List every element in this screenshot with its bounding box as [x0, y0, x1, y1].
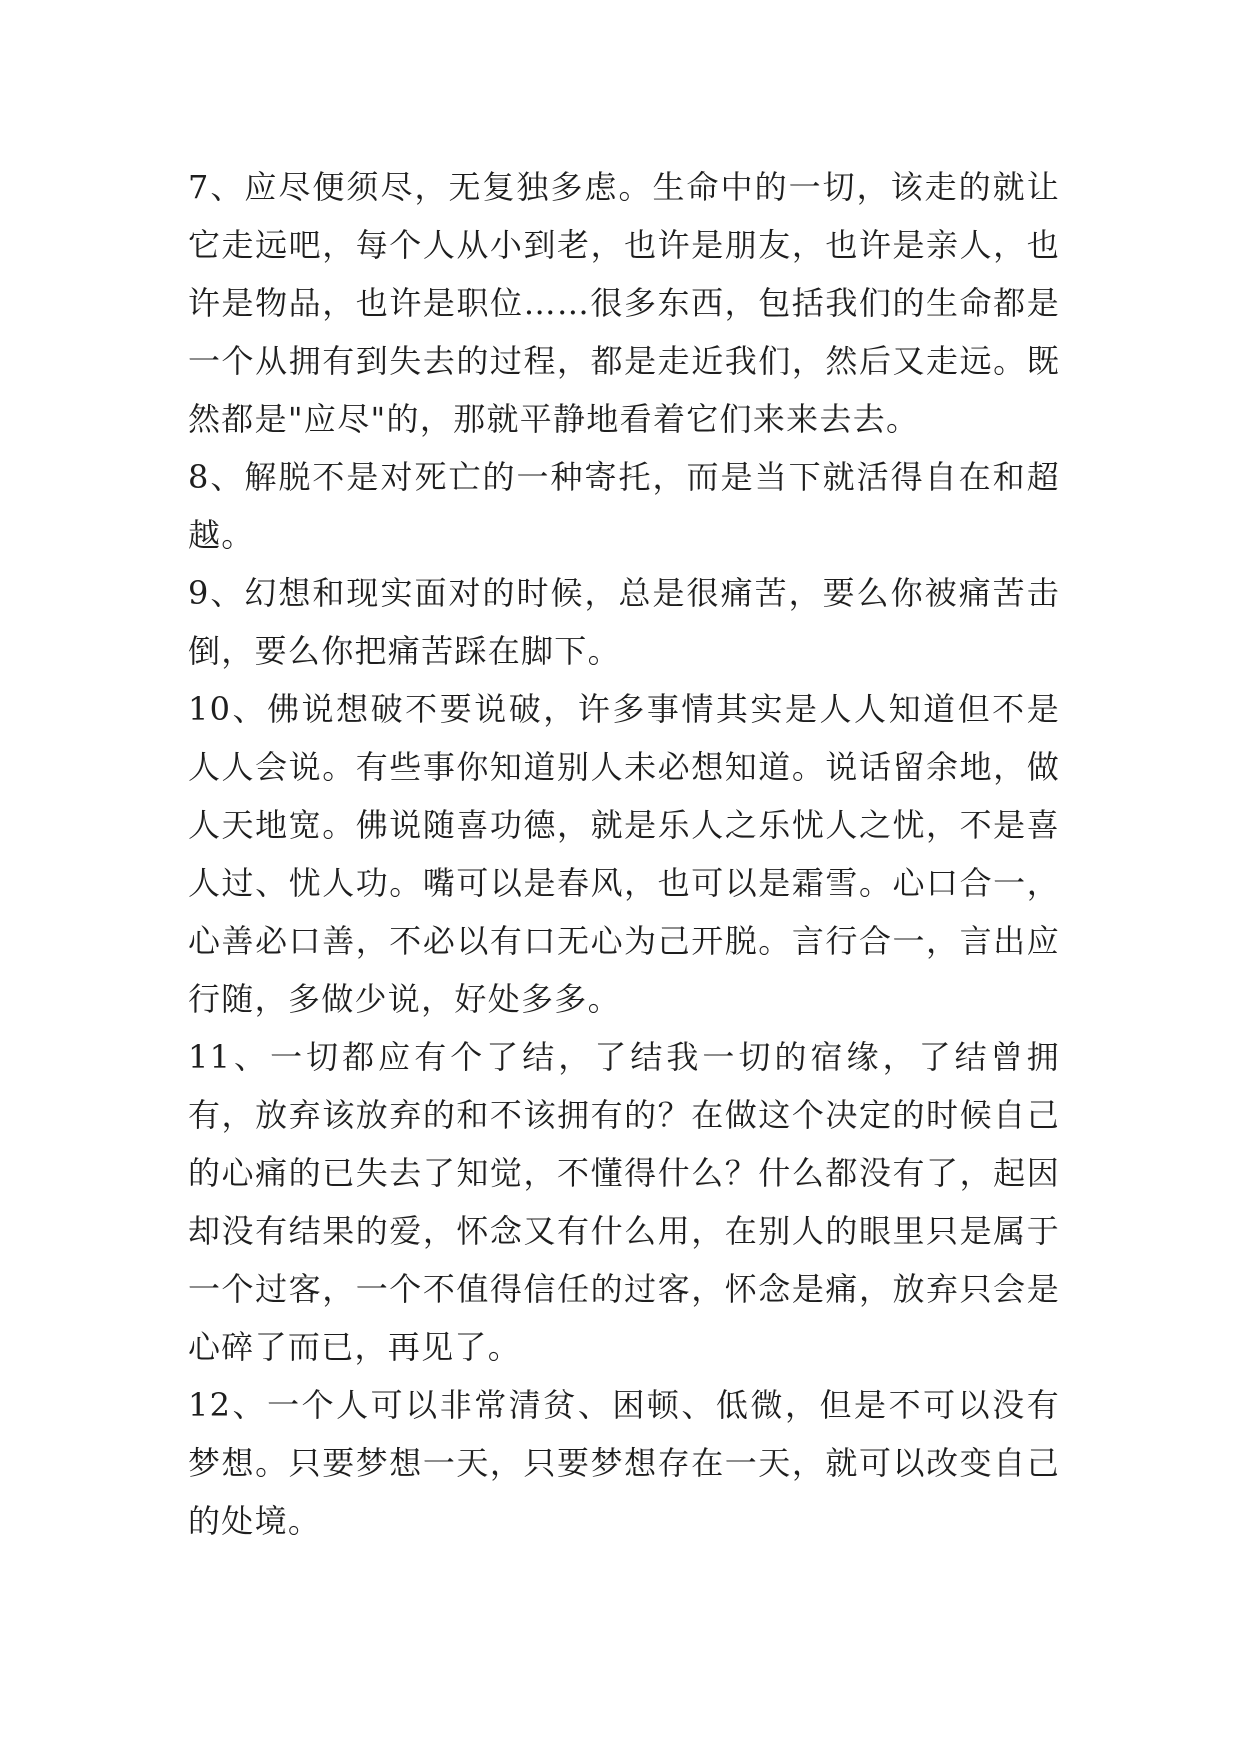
paragraph-8: 8、解脱不是对死亡的一种寄托，而是当下就活得自在和超越。: [188, 458, 1060, 554]
paragraph-9: 9、幻想和现实面对的时候，总是很痛苦，要么你被痛苦击倒，要么你把痛苦踩在脚下。: [188, 574, 1060, 670]
paragraph-11: 11、一切都应有个了结，了结我一切的宿缘，了结曾拥有，放弃该放弃的和不该拥有的？在做这个决定的时候自己的心痛的已失去了知觉，不懂得什么？什么都没有了，起因却没有结果的爱，怀念又有什么用，在别人的眼里只是属于一个过客，一个不值得信任的过客，怀念是痛，放弃只会是心碎了而已，再见了。: [188, 1038, 1060, 1366]
paragraph-12: 12、一个人可以非常清贫、困顿、低微，但是不可以没有梦想。只要梦想一天，只要梦想存在一天，就可以改变自己的处境。: [188, 1386, 1060, 1540]
paragraph-10: 10、佛说想破不要说破，许多事情其实是人人知道但不是人人会说。有些事你知道别人未必想知道。说话留余地，做人天地宽。佛说随喜功德，就是乐人之乐忧人之忧，不是喜人过、忧人功。嘴可以是春风，也可以是霜雪。心口合一，心善必口善，不必以有口无心为己开脱。言行合一，言出应行随，多做少说，好处多多。: [188, 690, 1060, 1018]
paragraph-7: 7、应尽便须尽，无复独多虑。生命中的一切，该走的就让它走远吧，每个人从小到老，也许是朋友，也许是亲人，也许是物品，也许是职位……很多东西，包括我们的生命都是一个从拥有到失去的过程，都是走近我们，然后又走远。既然都是"应尽"的，那就平静地看着它们来来去去。: [188, 168, 1060, 438]
document-body: [188, 158, 1060, 1550]
